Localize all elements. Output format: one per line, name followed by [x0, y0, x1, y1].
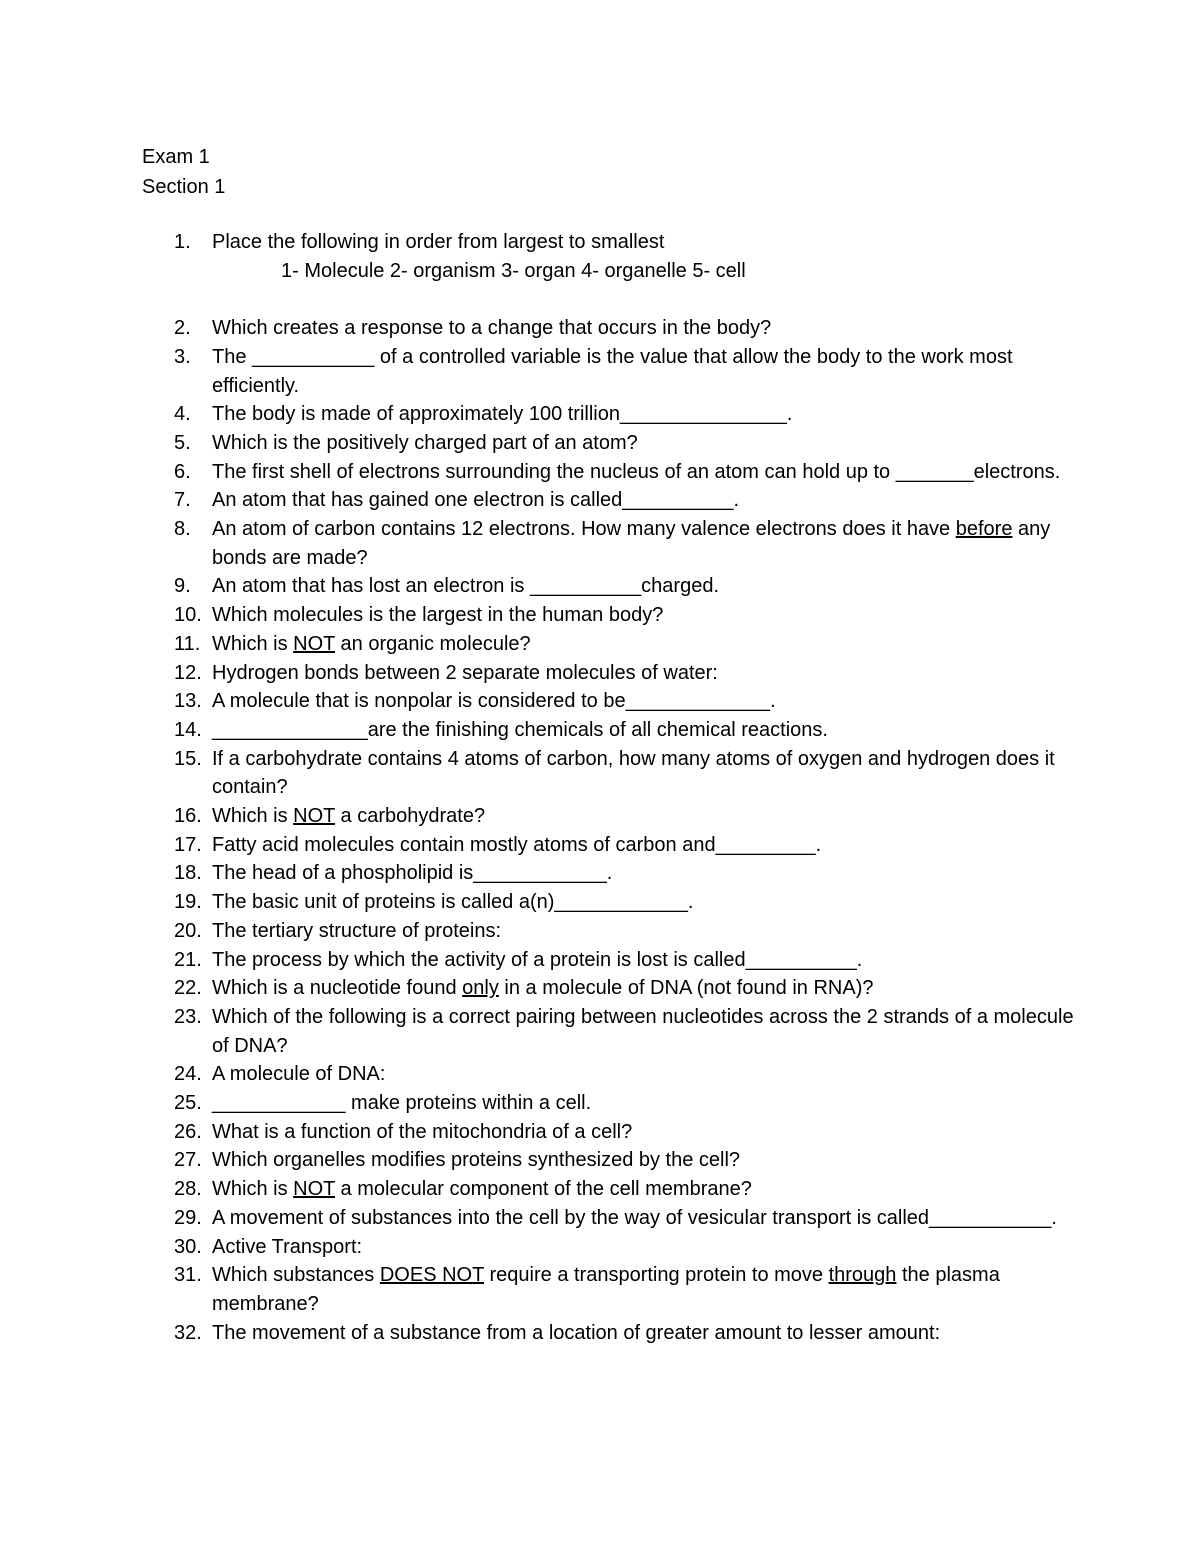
question-number: 28.: [174, 1178, 202, 1201]
question-text: A molecule of DNA:: [212, 1063, 386, 1086]
question-text: Hydrogen bonds between 2 separate molecules of water:: [212, 661, 718, 684]
question-item: [174, 859, 1074, 888]
question-item: [174, 831, 1074, 860]
question-number: 22.: [174, 977, 202, 1000]
question-item: [174, 601, 1074, 630]
question-text: ____________ make proteins within a cell.: [212, 1092, 592, 1115]
question-item: [174, 1118, 1074, 1147]
question-item: [174, 1175, 1074, 1204]
question-number: 14.: [174, 718, 202, 741]
question-text: Fatty acid molecules contain mostly atoms of carbon and_________.: [212, 833, 822, 856]
question-item: [174, 974, 1074, 1003]
question-text: The basic unit of proteins is called a(n)____________.: [212, 891, 694, 914]
question-number: 18.: [174, 862, 202, 885]
question-text: The head of a phospholipid is____________.: [212, 862, 613, 885]
question-text: [212, 974, 1074, 1003]
question-number: 27.: [174, 1149, 202, 1172]
question-text: [212, 802, 1074, 831]
question-number: 23.: [174, 1005, 202, 1028]
question-item: [174, 687, 1074, 716]
question-item: [174, 515, 1074, 572]
question-text: What is a function of the mitochondria of a cell?: [212, 1120, 633, 1143]
question-item: [174, 802, 1074, 831]
question-number: 32.: [174, 1321, 202, 1344]
question-number: 15.: [174, 747, 202, 770]
text-segment: Which is: [212, 1178, 294, 1201]
section-title: Section 1: [142, 176, 226, 198]
question-number: 2.: [174, 317, 191, 340]
text-segment: any bonds are made?: [212, 518, 1051, 569]
question-text: A movement of substances into the cell by the way of vesicular transport is called___________.: [212, 1206, 1057, 1229]
question-item: [174, 1089, 1074, 1118]
question-text: An atom that has lost an electron is __________charged.: [212, 575, 720, 598]
question-text: Which organelles modifies proteins synthesized by the cell?: [212, 1149, 741, 1172]
question-item: [174, 228, 1074, 257]
question-text: The first shell of electrons surrounding the nucleus of an atom can hold up to _______electrons.: [212, 460, 1061, 483]
question-item: [174, 1319, 1074, 1348]
underlined-word: NOT: [293, 805, 335, 828]
question-text: [212, 515, 1074, 572]
question-item: [174, 572, 1074, 601]
question-item: [174, 1003, 1074, 1060]
question-number: 25.: [174, 1092, 202, 1115]
text-segment: Which is: [212, 632, 294, 655]
text-segment: require a transporting protein to move: [483, 1264, 829, 1287]
question-text: Which is the positively charged part of an atom?: [212, 431, 638, 454]
question-number: 6.: [174, 460, 191, 483]
question-number: 26.: [174, 1120, 202, 1143]
text-segment: in a molecule of DNA (not found in RNA)?: [498, 977, 874, 1000]
text-segment: the plasma membrane?: [212, 1264, 1000, 1315]
question-text: [212, 1175, 1074, 1204]
question-item: [174, 917, 1074, 946]
question-item: [174, 314, 1074, 343]
question-number: 19.: [174, 891, 202, 914]
text-segment: Which is a nucleotide found: [212, 977, 463, 1000]
question-text: The tertiary structure of proteins:: [212, 919, 502, 942]
question-text: The movement of a substance from a location of greater amount to lesser amount:: [212, 1321, 941, 1344]
question-item: [174, 1060, 1074, 1089]
question-text: Place the following in order from largest to smallest: [212, 231, 665, 253]
question-item: [174, 343, 1074, 400]
question-item: [174, 888, 1074, 917]
question-number: 21.: [174, 948, 202, 971]
question-number: 4.: [174, 403, 191, 426]
question-number: 1.: [174, 231, 191, 253]
question-number: 13.: [174, 690, 202, 713]
text-segment: An atom of carbon contains 12 electrons. How many valence electrons does it have: [212, 518, 956, 541]
question-text: The ___________ of a controlled variable is the value that allow the body to the work most efficiently.: [212, 345, 1013, 397]
question-list: [174, 228, 1074, 1347]
question-number: 11.: [174, 632, 201, 655]
question-item: [174, 458, 1074, 487]
underlined-word: NOT: [293, 1178, 335, 1201]
question-text: Which of the following is a correct pairing between nucleotides across the 2 strands of a molecule of DNA?: [212, 1005, 1074, 1057]
question-text: An atom that has gained one electron is called__________.: [212, 489, 740, 512]
question-text: A molecule that is nonpolar is considered to be_____________.: [212, 690, 776, 713]
question-item: [174, 716, 1074, 745]
question-number: 31.: [174, 1264, 202, 1287]
question-text: ______________are the finishing chemicals of all chemical reactions.: [212, 718, 828, 741]
question-text: Which creates a response to a change that occurs in the body?: [212, 317, 772, 340]
question-item: [174, 486, 1074, 515]
text-segment: a carbohydrate?: [334, 805, 486, 828]
question-text: The process by which the activity of a protein is lost is called__________.: [212, 948, 863, 971]
question-text: [212, 1261, 1074, 1318]
question-number: 12.: [174, 661, 202, 684]
question-number: 16.: [174, 805, 202, 828]
question-text: Which molecules is the largest in the human body?: [212, 604, 664, 627]
question-number: 8.: [174, 518, 191, 541]
question-item: [174, 1261, 1074, 1318]
question-item: [174, 946, 1074, 975]
question-number: 10.: [174, 604, 202, 627]
question-item: [174, 1233, 1074, 1262]
underlined-word: through: [828, 1264, 897, 1287]
question-text: If a carbohydrate contains 4 atoms of carbon, how many atoms of oxygen and hydrogen does it contain?: [212, 747, 1055, 799]
question-item: [174, 400, 1074, 429]
question-number: 7.: [174, 489, 191, 512]
question-number: 3.: [174, 345, 191, 368]
spacer: [174, 285, 1074, 314]
question-number: 30.: [174, 1235, 202, 1258]
underlined-word: only: [462, 977, 499, 1000]
text-segment: an organic molecule?: [334, 632, 531, 655]
question-number: 9.: [174, 575, 191, 598]
text-segment: Which is: [212, 805, 294, 828]
question-text: [212, 630, 1074, 659]
question-item: [174, 745, 1074, 802]
question-text: The body is made of approximately 100 trillion_______________.: [212, 403, 793, 426]
question-number: 24.: [174, 1063, 202, 1086]
question-text: Active Transport:: [212, 1235, 363, 1258]
question-item: [174, 1204, 1074, 1233]
question-number: 5.: [174, 431, 191, 454]
exam-title: Exam 1: [142, 146, 210, 168]
question-item: [174, 429, 1074, 458]
underlined-word: before: [955, 518, 1013, 541]
underlined-word: DOES NOT: [379, 1264, 484, 1287]
question-number: 20.: [174, 919, 202, 942]
exam-header: [142, 142, 225, 202]
question-number: 29.: [174, 1206, 202, 1229]
question-item: [174, 659, 1074, 688]
question-item: [174, 630, 1074, 659]
underlined-word: NOT: [293, 632, 335, 655]
ordering-options: 1- Molecule 2- organism 3- organ 4- organelle 5- cell: [281, 259, 746, 282]
question-item: [174, 1146, 1074, 1175]
question-number: 17.: [174, 833, 202, 856]
text-segment: a molecular component of the cell membrane?: [334, 1178, 752, 1201]
text-segment: Which substances: [212, 1264, 380, 1287]
